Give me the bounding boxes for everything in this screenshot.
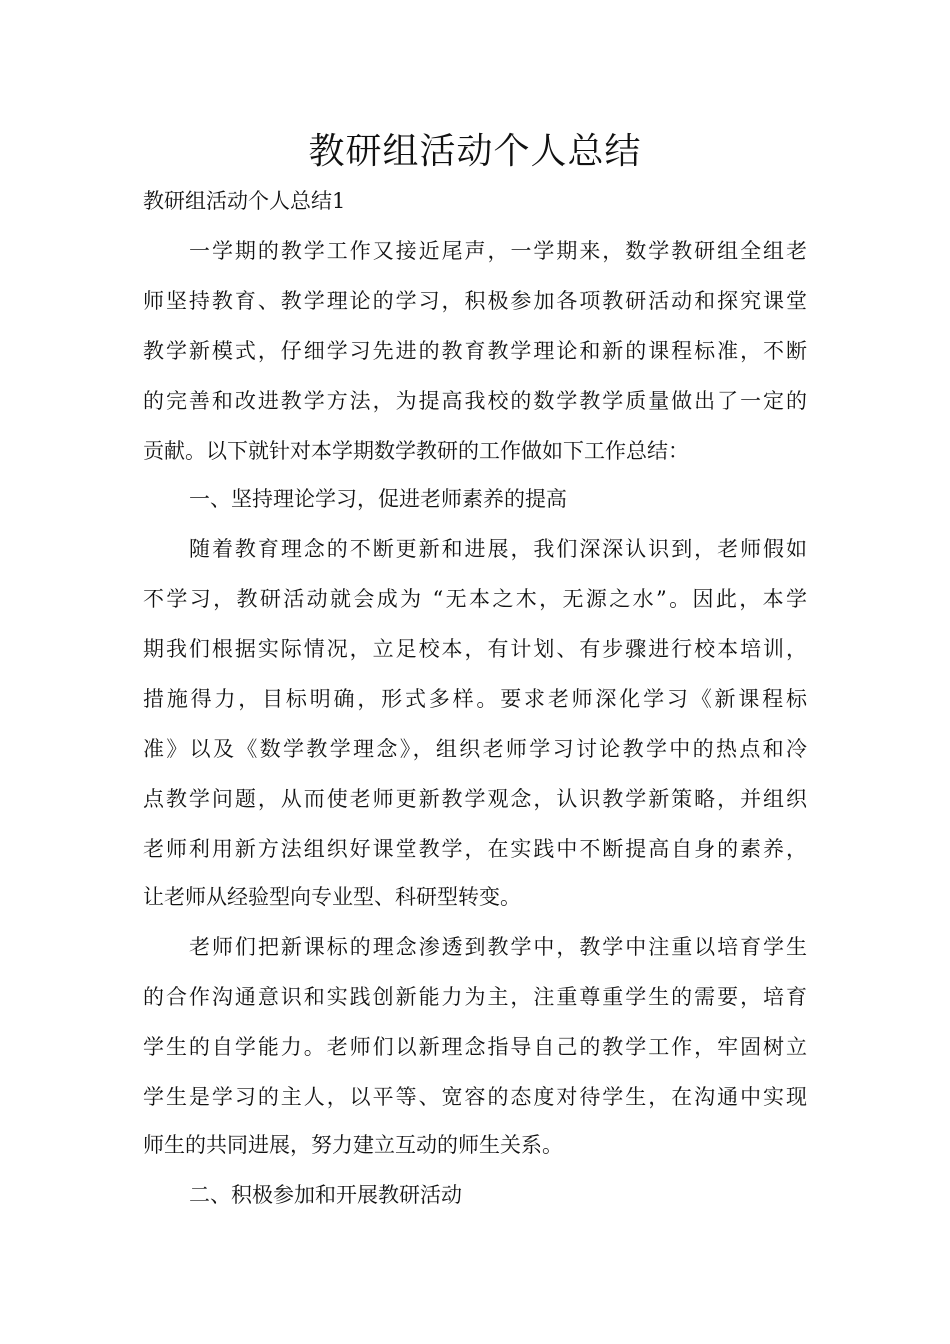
section-heading: 一、坚持理论学习，促进老师素养的提高 <box>189 487 567 511</box>
document-subtitle: 教研组活动个人总结1 <box>143 189 346 213</box>
paragraph-line: 点教学问题，从而使老师更新教学观念，认识教学新策略，并组织 <box>143 787 807 811</box>
paragraph-line: 学生是学习的主人，以平等、宽容的态度对待学生，在沟通中实现 <box>143 1085 807 1109</box>
paragraph-line: 师坚持教育、教学理论的学习，积极参加各项教研活动和探究课堂 <box>143 289 807 313</box>
paragraph-line: 随着教育理念的不断更新和进展，我们深深认识到，老师假如 <box>189 537 807 561</box>
paragraph-line: 学生的自学能力。老师们以新理念指导自己的教学工作，牢固树立 <box>143 1035 807 1059</box>
paragraph-line: 的完善和改进教学方法，为提高我校的数学教学质量做出了一定的 <box>143 389 807 413</box>
section-heading: 二、积极参加和开展教研活动 <box>189 1183 462 1207</box>
paragraph-line: 一学期的教学工作又接近尾声，一学期来，数学教研组全组老 <box>189 239 807 263</box>
paragraph-line: 措施得力，目标明确，形式多样。要求老师深化学习《新课程标 <box>143 687 807 711</box>
paragraph-line: 贡献。以下就针对本学期数学教研的工作做如下工作总结： <box>143 439 689 463</box>
paragraph-line: 教学新模式，仔细学习先进的教育教学理论和新的课程标准，不断 <box>143 339 807 363</box>
paragraph-line: 老师利用新方法组织好课堂教学，在实践中不断提高自身的素养， <box>143 837 807 861</box>
paragraph-line: 的合作沟通意识和实践创新能力为主，注重尊重学生的需要，培育 <box>143 985 807 1009</box>
paragraph-line: 让老师从经验型向专业型、科研型转变。 <box>143 885 521 909</box>
paragraph-line: 老师们把新课标的理念渗透到教学中，教学中注重以培育学生 <box>189 935 807 959</box>
paragraph-line: 期我们根据实际情况，立足校本，有计划、有步骤进行校本培训， <box>143 637 807 661</box>
paragraph-line: 师生的共同进展，努力建立互动的师生关系。 <box>143 1133 563 1157</box>
document-title: 教研组活动个人总结 <box>308 131 642 172</box>
paragraph-line: 不学习，教研活动就会成为 “无本之木，无源之水”。因此，本学 <box>143 587 807 611</box>
paragraph-line: 准》以及《数学教学理念》，组织老师学习讨论教学中的热点和冷 <box>143 737 807 761</box>
